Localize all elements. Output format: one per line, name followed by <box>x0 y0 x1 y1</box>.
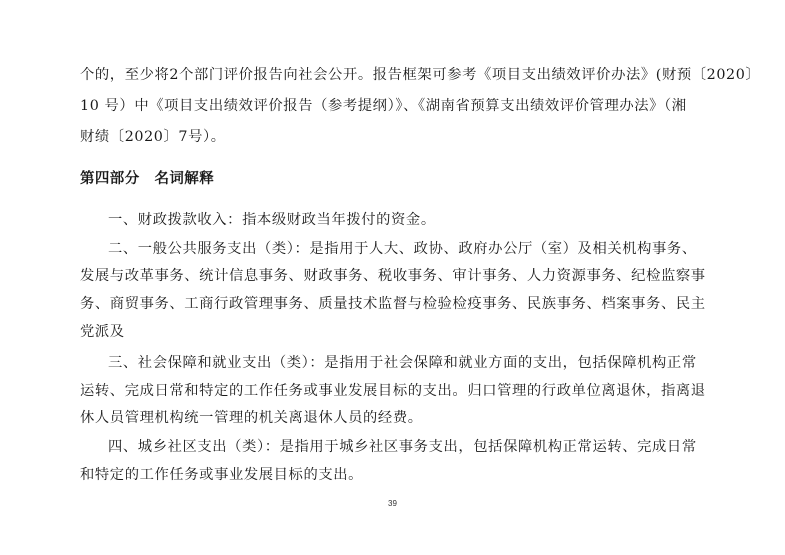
definition-2-line-1: 二、一般公共服务支出（类）：是指用于人大、政协、政府办公厅（室）及相关机构事务、 <box>108 241 697 257</box>
definition-3-line-2: 运转、完成日常和特定的工作任务或事业发展目标的支出。归口管理的行政单位离退休，指离退 <box>80 383 706 399</box>
definition-2-line-2: 发展与改革事务、统计信息事务、财政事务、税收事务、审计事务、人力资源事务、纪检监察事 <box>80 268 706 284</box>
intro-line-3: 财绩〔2020〕7号）。 <box>80 129 226 145</box>
page-number: 39 <box>388 499 397 508</box>
definition-3-line-1: 三、社会保障和就业支出（类）：是指用于社会保障和就业方面的支出，包括保障机构正常 <box>108 355 697 371</box>
definition-4-line-2: 和特定的工作任务或事业发展目标的支出。 <box>80 467 364 483</box>
definition-2-line-3: 务、商贸事务、工商行政管理事务、质量技术监督与检验检疫事务、民族事务、档案事务、民主 <box>80 296 706 312</box>
definition-4-line-1: 四、城乡社区支出（类）：是指用于城乡社区事务支出，包括保障机构正常运转、完成日常 <box>108 439 697 455</box>
definition-2-line-4: 党派及 <box>80 324 125 340</box>
intro-line-2: 10 号）中《项目支出绩效评价报告（参考提纲）》、《湖南省预算支出绩效评价管理办法》（湘 <box>80 98 687 114</box>
intro-line-1: 个的，至少将2个部门评价报告向社会公开。报告框架可参考《项目支出绩效评价办法》(财预〔2020〕 <box>80 67 761 83</box>
section-heading: 第四部分 名词解释 <box>80 171 215 187</box>
definition-1-line-1: 一、财政拨款收入：指本级财政当年拨付的资金。 <box>108 212 436 228</box>
definition-3-line-3: 休人员管理机构统一管理的机关离退休人员的经费。 <box>80 410 423 426</box>
